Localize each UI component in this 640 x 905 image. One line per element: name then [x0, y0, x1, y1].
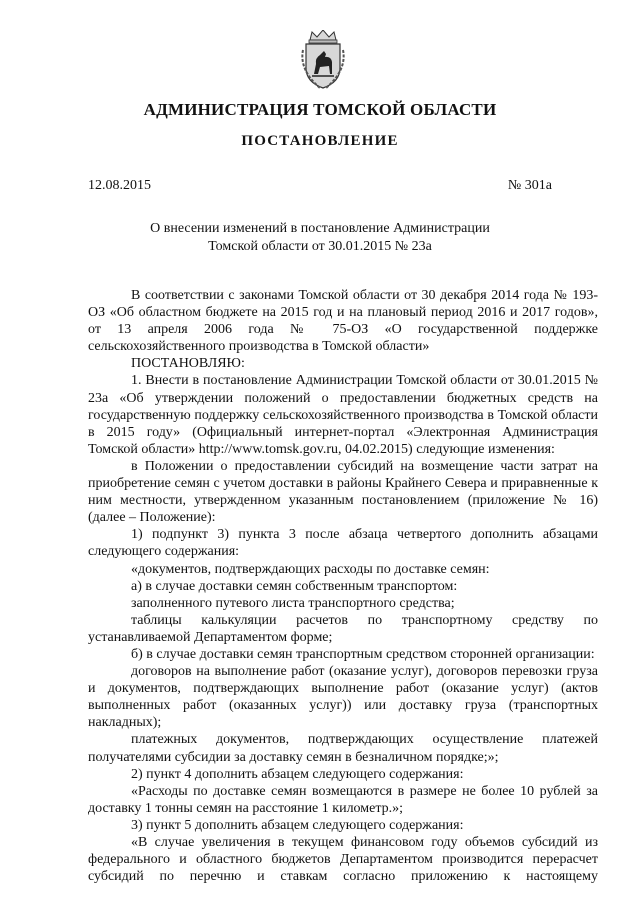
document-type: ПОСТАНОВЛЕНИЕ	[241, 133, 399, 149]
body-paragraph: 3) пункт 5 дополнить абзацем следующего содержания:	[131, 817, 464, 833]
body-paragraph: «Расходы по доставке семян возмещаются в размере не более 10 рублей за доставку 1 тонны семян на расстояние 1 километр.»;	[88, 783, 598, 816]
body-paragraph: 2) пункт 4 дополнить абзацем следующего содержания:	[131, 766, 464, 782]
body-paragraph: таблицы калькуляции расчетов по транспортному средству по устанавливаемой Департаментом форме;	[88, 612, 598, 645]
subject-line: Томской области от 30.01.2015 № 23а	[208, 239, 432, 254]
subject-line: О внесении изменений в постановление Администрации	[150, 221, 490, 236]
body-paragraph: заполненного путевого листа транспортного средства;	[131, 595, 455, 611]
document-subject	[0, 220, 640, 256]
body-paragraph: 1. Внести в постановление Администрации Томской области от 30.01.2015 № 23а «Об утверждении положений о предоставлении бюджетных средств на государственную поддержку сельскохозяйственного производства в Томской области в 2015 году» (Официальный интернет-портал «Электронная Администрация Томской области» http://www.tomsk.gov.ru, 04.02.2015) следующие изменения:	[88, 373, 598, 457]
body-paragraph: б) в случае доставки семян транспортным средством сторонней организации:	[131, 646, 595, 662]
body-paragraph: платежных документов, подтверждающих осуществление платежей получателями субсидии за доставку семян в безналичном порядке;»;	[88, 732, 598, 765]
body-paragraph: «документов, подтверждающих расходы по доставке семян:	[131, 561, 490, 577]
body-paragraph: В соответствии с законами Томской области от 30 декабря 2014 года № 193-ОЗ «Об областном бюджете на 2015 год и на плановый период 2016 и 2017 годов», от 13 апреля 2006 года № 75-ОЗ «О государственной поддержке сельскохозяйственного производства в Томской области»	[88, 288, 598, 355]
document-body	[88, 287, 598, 885]
body-paragraph: в Положении о предоставлении субсидий на возмещение части затрат на приобретение семян с учетом доставки в районы Крайнего Севера и приравненные к ним местности, утвержденном указанным постановлением (приложение № 16) (далее – Положение):	[88, 458, 598, 526]
organization-title: АДМИНИСТРАЦИЯ ТОМСКОЙ ОБЛАСТИ	[143, 100, 497, 119]
body-paragraph: ПОСТАНОВЛЯЮ:	[131, 356, 245, 372]
body-paragraph: договоров на выполнение работ (оказание услуг), договоров перевозки груза и документов, подтверждающих выполнение работ (оказание услуг) (актов выполненных работ (оказанных услуг)) или доставку груза (транспортных накладных);	[88, 664, 598, 731]
document-number: № 301а	[507, 178, 552, 193]
body-paragraph: «В случае увеличения в текущем финансовом году объемов субсидий из федерального и областного бюджетов Департаментом производится перерасчет субсидий по перечню и ставкам согласно приложению к настоящему	[88, 835, 598, 885]
document-date: 12.08.2015	[88, 178, 151, 193]
body-paragraph: 1) подпункт 3) пункта 3 после абзаца четвертого дополнить абзацами следующего содержания:	[88, 527, 598, 560]
body-paragraph: а) в случае доставки семян собственным транспортом:	[131, 578, 458, 594]
coat-of-arms-emblem	[298, 30, 348, 90]
